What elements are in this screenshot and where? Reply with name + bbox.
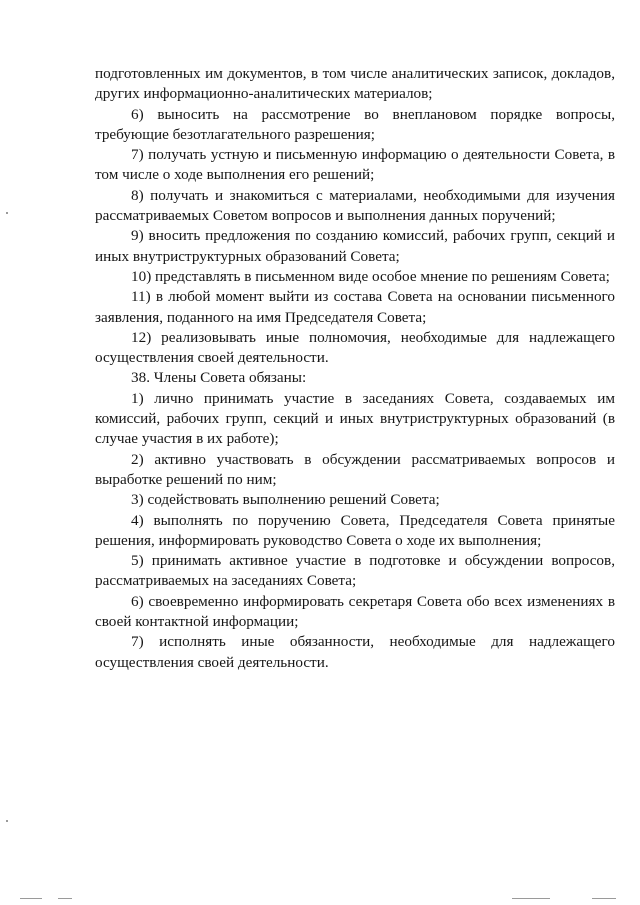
right-item-11: 11) в любой момент выйти из состава Совета на основании письменного заявления, поданного на имя Председателя Совета; <box>95 288 615 326</box>
paragraph-continuation: подготовленных им документов, в том числе аналитических записок, докладов, других информационно-аналитических материалов; <box>95 65 615 103</box>
document-body <box>95 64 615 673</box>
scan-artifact-bottom-left <box>20 898 42 899</box>
scan-artifact-bottom-far-right <box>592 898 616 899</box>
duty-item-7: 7) исполнять иные обязанности, необходимые для надлежащего осуществления своей деятельности. <box>95 633 615 671</box>
section-38-heading: 38. Члены Совета обязаны: <box>131 369 307 387</box>
right-item-8: 8) получать и знакомиться с материалами, необходимыми для изучения рассматриваемых Советом вопросов и выполнения данных поручений; <box>95 186 615 225</box>
duty-item-1: 1) лично принимать участие в заседаниях Совета, создаваемых им комиссий, рабочих групп, секций и иных внутриструктурных образований (в случае участия в их работе); <box>95 389 615 448</box>
scan-artifact-left <box>6 212 8 214</box>
duty-item-6: 6) своевременно информировать секретаря Совета обо всех изменениях в своей контактной информации; <box>95 592 615 631</box>
duty-item-3: 3) содействовать выполнению решений Совета; <box>131 491 440 509</box>
right-item-9: 9) вносить предложения по созданию комиссий, рабочих групп, секций и иных внутриструктурных образований Совета; <box>95 227 615 265</box>
scan-artifact-bottom-right <box>512 898 550 899</box>
scan-artifact-left-bottom <box>6 820 8 822</box>
right-item-10: 10) представлять в письменном виде особое мнение по решениям Совета; <box>131 267 610 285</box>
right-item-7: 7) получать устную и письменную информацию о деятельности Совета, в том числе о ходе выполнения его решений; <box>95 146 615 184</box>
duty-item-5: 5) принимать активное участие в подготовке и обсуждении вопросов, рассматриваемых на заседаниях Совета; <box>95 552 615 590</box>
duty-item-4: 4) выполнять по поручению Совета, Председателя Совета принятые решения, информировать руководство Совета о ходе их выполнения; <box>95 511 615 549</box>
duty-item-2: 2) активно участвовать в обсуждении рассматриваемых вопросов и выработке решений по ним; <box>95 450 615 488</box>
right-item-6: 6) выносить на рассмотрение во внеплановом порядке вопросы, требующие безотлагательного разрешения; <box>95 105 615 143</box>
right-item-12: 12) реализовывать иные полномочия, необходимые для надлежащего осуществления своей деятельности. <box>95 328 615 367</box>
scan-artifact-bottom-mid <box>58 898 72 899</box>
